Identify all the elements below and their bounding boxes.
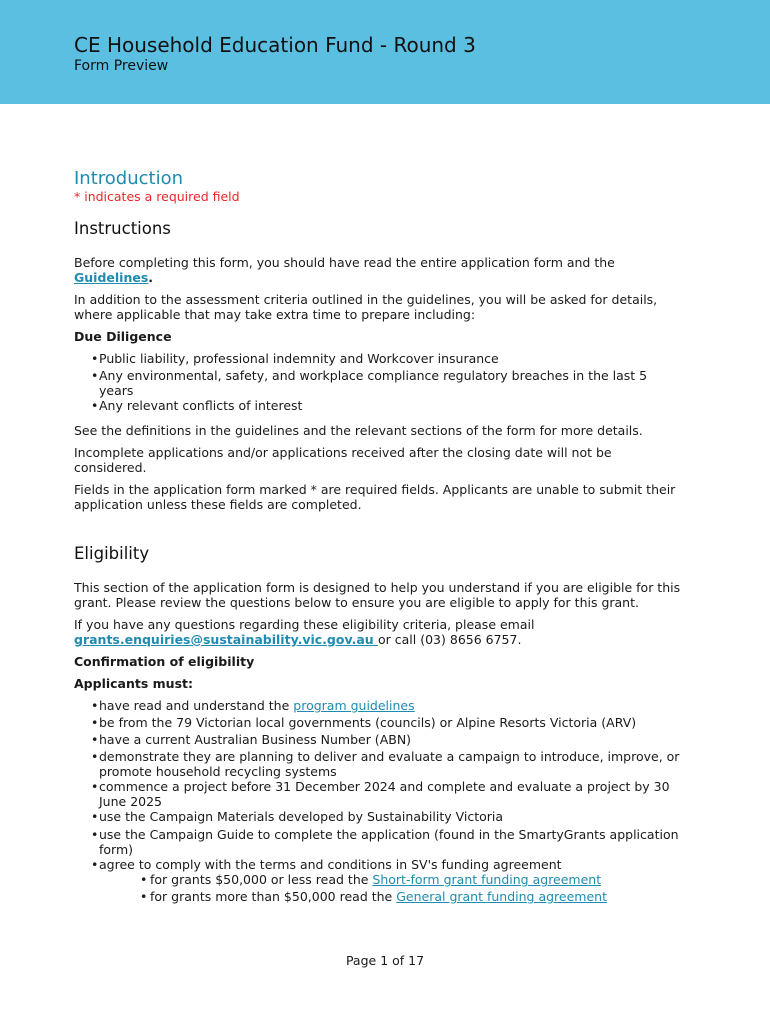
list-item: • have a current Australian Business Number (ABN) xyxy=(74,732,684,747)
sub-item-2-text: for grants more than $50,000 read the xyxy=(150,889,397,904)
instructions-heading: Instructions xyxy=(74,219,171,238)
guidelines-link[interactable]: Guidelines xyxy=(74,270,149,285)
general-agreement-link[interactable]: General grant funding agreement xyxy=(396,889,607,904)
required-field-note: * indicates a required field xyxy=(74,189,240,204)
sub-item-1-text: for grants $50,000 or less read the xyxy=(150,872,373,887)
eligibility-paragraph-2 xyxy=(74,617,684,647)
email-link[interactable]: grants.enquiries@sustainability.vic.gov.au xyxy=(74,632,379,647)
applicants-must-label: Applicants must: xyxy=(74,676,193,691)
instructions-paragraph-4: Incomplete applications and/or applications received after the closing date will not be considered. xyxy=(74,445,612,475)
page-number: Page 1 of 17 xyxy=(345,953,425,968)
form-content xyxy=(74,168,684,904)
confirmation-label: Confirmation of eligibility xyxy=(74,654,255,669)
funding-agreement-sublist xyxy=(74,872,684,904)
list-item xyxy=(74,889,684,904)
instructions-p1-period: . xyxy=(148,270,154,285)
eligibility-p2-text: If you have any questions regarding these eligibility criteria, please email xyxy=(74,617,535,632)
list-item: • Any environmental, safety, and workplace compliance regulatory breaches in the last 5 years xyxy=(74,368,684,398)
eligibility-item-1-text: have read and understand the xyxy=(99,698,294,713)
list-item xyxy=(74,872,684,887)
eligibility-p2-phone: or call (03) 8656 6757. xyxy=(378,632,522,647)
list-item: • use the Campaign Guide to complete the application (found in the SmartyGrants application form) xyxy=(74,827,684,857)
list-item: • use the Campaign Materials developed by Sustainability Victoria xyxy=(74,809,684,824)
list-item: • Any relevant conflicts of interest xyxy=(74,398,684,413)
instructions-p1-text: Before completing this form, you should have read the entire application form and the xyxy=(74,255,615,270)
short-form-agreement-link[interactable]: Short-form grant funding agreement xyxy=(372,872,602,887)
eligibility-paragraph-1: This section of the application form is designed to help you understand if you are eligible for this grant. Please review the questions below to ensure you are eligible to apply for this grant. xyxy=(74,580,681,610)
instructions-paragraph-1 xyxy=(74,255,684,285)
form-subtitle: Form Preview xyxy=(74,58,169,74)
eligibility-heading: Eligibility xyxy=(74,544,150,563)
program-guidelines-link[interactable]: program guidelines xyxy=(293,698,415,713)
instructions-paragraph-2: In addition to the assessment criteria outlined in the guidelines, you will be asked for details, where applicable that may take extra time to prepare including: xyxy=(74,292,658,322)
instructions-paragraph-5: Fields in the application form marked * are required fields. Applicants are unable to submit their application unless these fields are completed. xyxy=(74,482,676,512)
due-diligence-label: Due Diligence xyxy=(74,329,172,344)
due-diligence-list xyxy=(74,351,684,413)
page-header xyxy=(0,0,770,104)
list-item: • agree to comply with the terms and conditions in SV's funding agreement xyxy=(74,857,684,872)
list-item: • commence a project before 31 December 2024 and complete and evaluate a project by 30 June 2025 xyxy=(74,779,684,809)
introduction-heading: Introduction xyxy=(74,168,184,189)
instructions-paragraph-3: See the definitions in the guidelines and the relevant sections of the form for more details. xyxy=(74,423,643,438)
list-item: • Public liability, professional indemnity and Workcover insurance xyxy=(74,351,684,366)
list-item xyxy=(74,698,684,713)
list-item: • demonstrate they are planning to deliver and evaluate a campaign to introduce, improve, or promote household recycling systems xyxy=(74,749,684,779)
list-item: • be from the 79 Victorian local governments (councils) or Alpine Resorts Victoria (ARV) xyxy=(74,715,684,730)
form-title: CE Household Education Fund - Round 3 xyxy=(74,33,476,57)
eligibility-list xyxy=(74,698,684,872)
